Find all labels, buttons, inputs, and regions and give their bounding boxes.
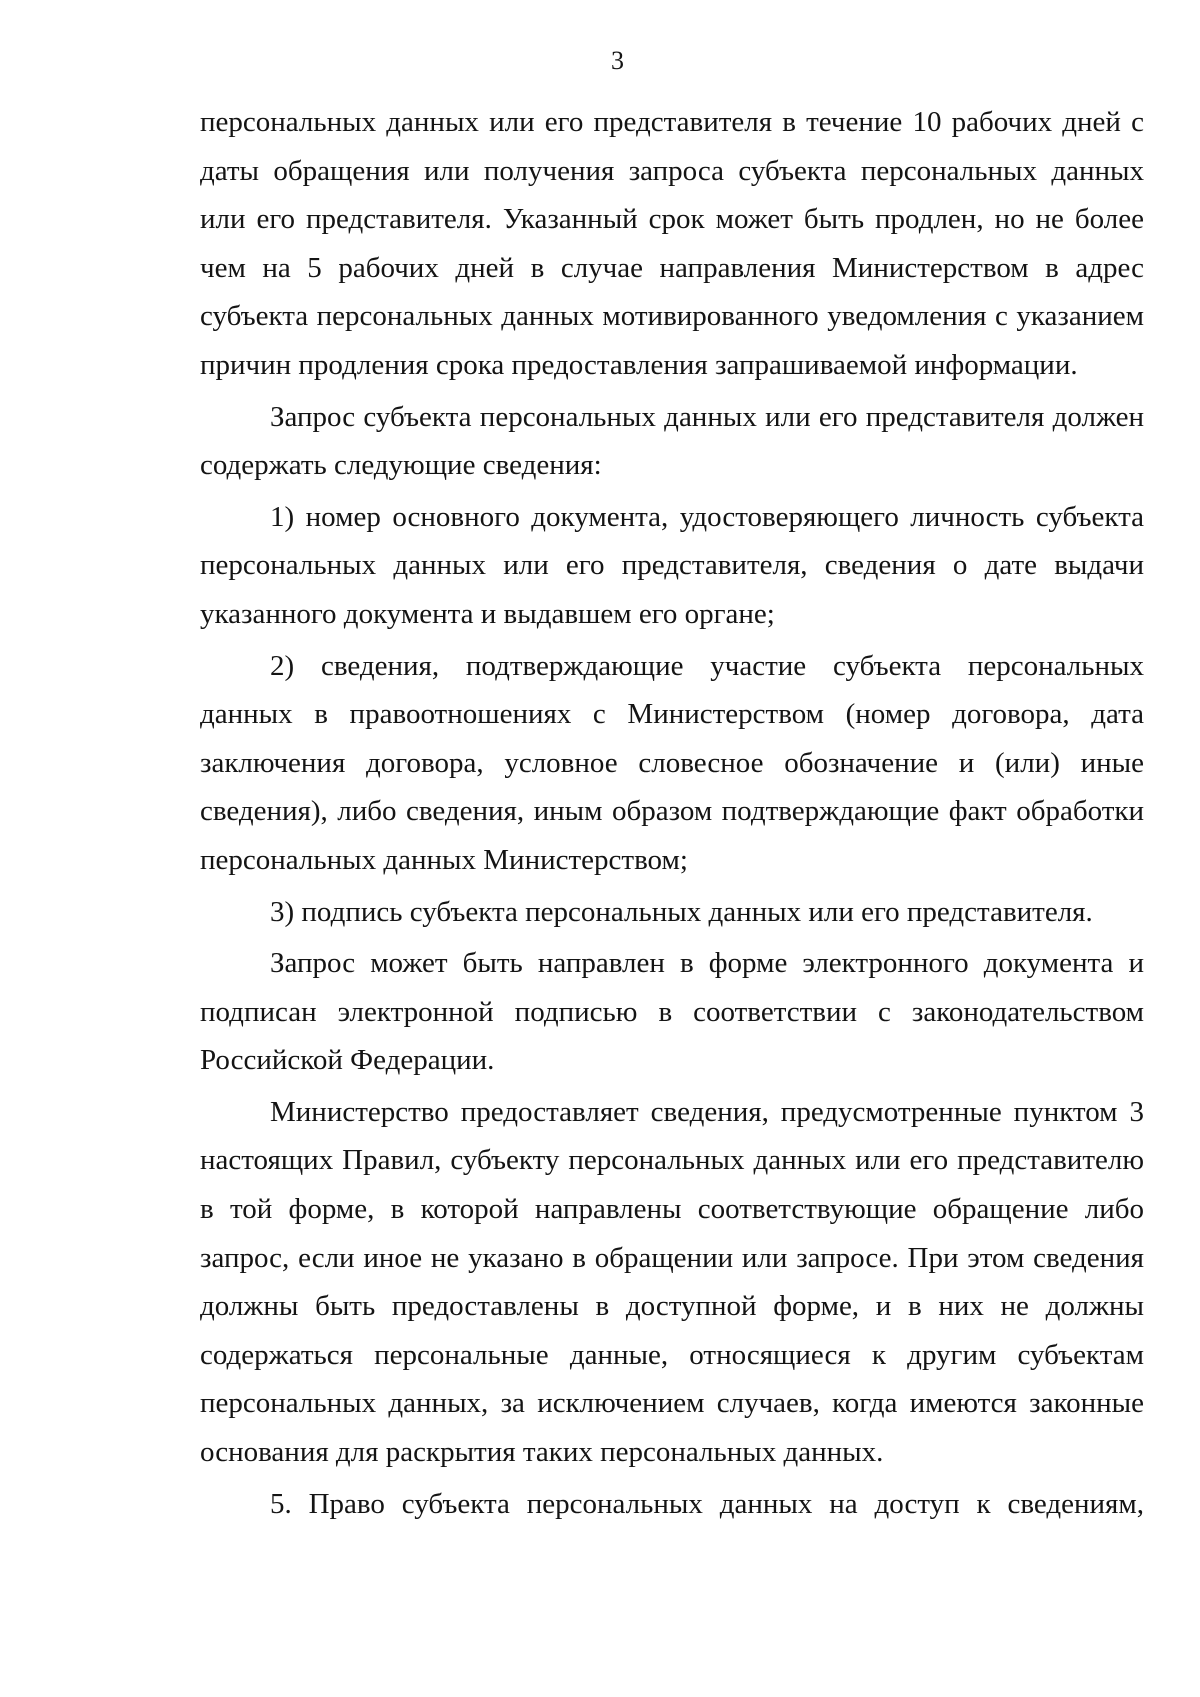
paragraph-electronic-request: Запрос может быть направлен в форме электронного документа и подписан электронной подписью в соответствии с законодательством Российской Федерации. xyxy=(200,947,1144,1077)
list-item-2: 2) сведения, подтверждающие участие субъекта персональных данных в правоотношениях с Министерством (номер договора, дата заключения договора, условное словесное обозначение и (или) иные сведения), либо сведения, иным образом подтверждающие факт обработки персональных данных Министерством; xyxy=(200,649,1144,876)
paragraph-request-contents: Запрос субъекта персональных данных или его представителя должен содержать следующие сведения: xyxy=(200,400,1144,482)
list-item-3: 3) подпись субъекта персональных данных или его представителя. xyxy=(270,895,1093,928)
paragraph-continuation: персональных данных или его представителя в течение 10 рабочих дней с даты обращения или получения запроса субъекта персональных данных или его представителя. Указанный срок может быть продлен, но не более чем на 5 рабочих дней в случае направления Министерством в адрес субъекта персональных данных мотивированного уведомления с указанием причин продления срока предоставления запрашиваемой информации. xyxy=(200,106,1144,381)
paragraph-clause-5: 5. Право субъекта персональных данных на доступ к сведениям, xyxy=(270,1487,1144,1520)
document-body xyxy=(200,98,1144,1528)
page-number: 3 xyxy=(611,46,624,75)
list-item-1: 1) номер основного документа, удостоверяющего личность субъекта персональных данных или его представителя, сведения о дате выдачи указанного документа и выдавшем его органе; xyxy=(200,500,1144,630)
paragraph-ministry-provides: Министерство предоставляет сведения, предусмотренные пунктом 3 настоящих Правил, субъекту персональных данных или его представителю в той форме, в которой направлены соответствующие обращение либо запрос, если иное не указано в обращении или запросе. При этом сведения должны быть предоставлены в доступной форме, и в них не должны содержаться персональные данные, относящиеся к другим субъектам персональных данных, за исключением случаев, когда имеются законные основания для раскрытия таких персональных данных. xyxy=(200,1095,1144,1469)
